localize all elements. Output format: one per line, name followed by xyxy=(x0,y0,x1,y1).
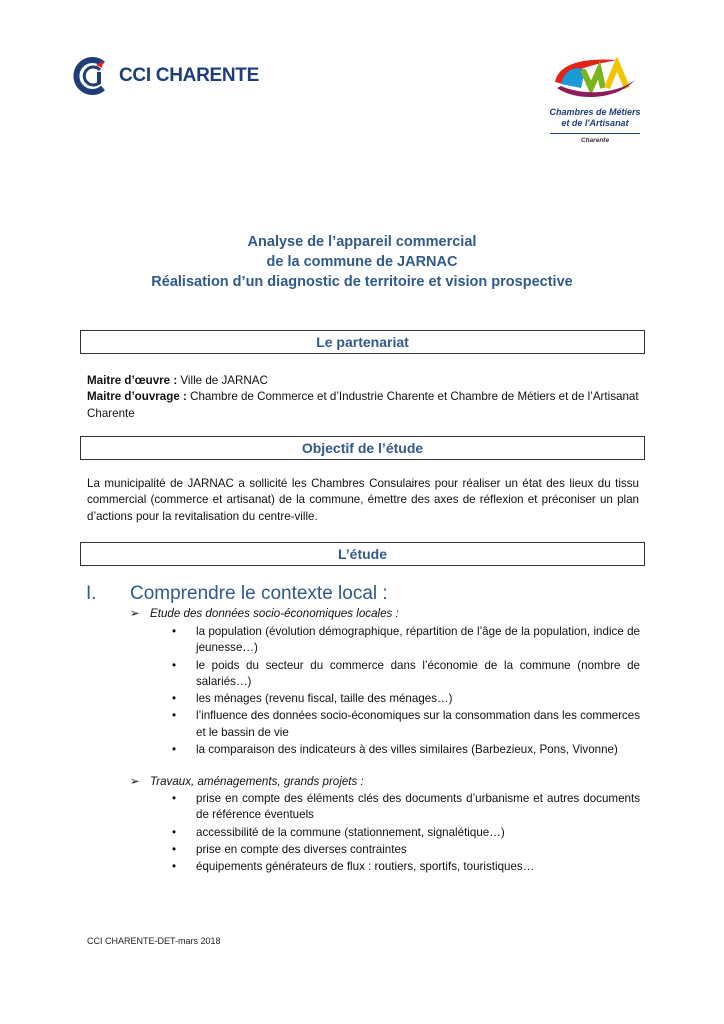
section-header-objectif: Objectif de l’étude xyxy=(80,436,645,460)
heading-text: Comprendre le contexte local : xyxy=(130,583,388,604)
bullet-dot-icon: • xyxy=(172,658,177,672)
document-title xyxy=(60,232,664,292)
cma-logo-divider xyxy=(550,133,640,134)
section-header-partenariat: Le partenariat xyxy=(80,330,645,354)
list-item: • l’influence des données socio-économiques sur la consommation dans les commerces et le bassin de vie xyxy=(172,709,641,739)
partenariat-paragraph xyxy=(87,373,639,422)
bullet-dot-icon: • xyxy=(172,743,177,757)
maitre-ouvrage-label: Maitre d’ouvrage : xyxy=(87,390,187,404)
list-item: • les ménages (revenu fiscal, taille des ménages…) xyxy=(172,691,640,707)
title-line-1: Analyse de l’appareil commercial xyxy=(247,234,477,250)
subheading-donnees-socio xyxy=(130,606,399,622)
title-line-2: de la commune de JARNAC xyxy=(266,254,458,270)
list-item: • équipements générateurs de flux : routiers, sportifs, touristiques… xyxy=(172,859,640,875)
bullet-dot-icon: • xyxy=(172,709,177,723)
bullet-dot-icon: • xyxy=(172,692,177,706)
cma-logo-line2: et de l'Artisanat xyxy=(561,118,629,128)
section-header-etude: L’étude xyxy=(80,542,645,566)
cma-charente-logo xyxy=(540,54,650,154)
arrow-bullet-icon: ➢ xyxy=(130,607,140,620)
bullet-dot-icon: • xyxy=(172,842,177,856)
cma-logo-line1: Chambres de Métiers xyxy=(549,107,641,117)
list-item: • la comparaison des indicateurs à des villes similaires (Barbezieux, Pons, Vivonne) xyxy=(172,742,640,758)
bullet-list-socio xyxy=(172,624,640,759)
maitre-ouvrage-value: Chambre de Commerce et d’Industrie Charente et Chambre de Métiers et de l’Artisanat Charente xyxy=(87,390,639,420)
list-item: • le poids du secteur du commerce dans l’économie de la commune (nombre de salariés…) xyxy=(172,658,640,688)
arrow-bullet-icon: ➢ xyxy=(130,775,140,788)
maitre-oeuvre-value: Ville de JARNAC xyxy=(177,374,268,387)
cma-logo-line3: Charente xyxy=(580,137,610,144)
subheading-text: Travaux, aménagements, grands projets : xyxy=(150,775,364,788)
subheading-text: Etude des données socio-économiques locales : xyxy=(150,607,399,620)
list-item: • prise en compte des éléments clés des documents d’urbanisme et autres documents de référence éventuels xyxy=(172,792,640,822)
cci-swirl-logo-icon xyxy=(73,56,113,96)
cma-logo-icon xyxy=(547,54,643,104)
cci-charente-logo xyxy=(73,54,273,98)
bullet-dot-icon: • xyxy=(172,792,177,805)
list-item: • accessibilité de la commune (stationnement, signalétique…) xyxy=(172,825,640,841)
maitre-oeuvre-label: Maitre d’œuvre : xyxy=(87,374,178,387)
maitre-oeuvre-line xyxy=(87,373,639,389)
bullet-list-travaux xyxy=(172,791,640,876)
objectif-paragraph: La municipalité de JARNAC a sollicité les Chambres Consulaires pour réaliser un état des lieux du tissu commercial (commerce et artisanat) de la commune, émettre des axes de réflexion et préconiser un plan d’actions pour la revitalisation du centre-ville. xyxy=(87,477,639,523)
bullet-dot-icon: • xyxy=(172,825,177,839)
heading-number: I. xyxy=(86,583,97,604)
page-footer: CCI CHARENTE-DET-mars 2018 xyxy=(87,936,221,946)
subheading-travaux xyxy=(130,774,364,790)
heading-comprendre-contexte xyxy=(86,583,388,605)
bullet-dot-icon: • xyxy=(172,625,177,638)
list-item: • prise en compte des diverses contraintes xyxy=(172,842,640,858)
title-line-3: Réalisation d’un diagnostic de territoire et vision prospective xyxy=(151,274,573,290)
cci-logo-text: CCI CHARENTE xyxy=(119,65,259,86)
list-item: • la population (évolution démographique, répartition de l’âge de la population, indice de jeunesse…) xyxy=(172,625,640,655)
bullet-dot-icon: • xyxy=(172,860,177,874)
maitre-ouvrage-line xyxy=(87,389,639,422)
